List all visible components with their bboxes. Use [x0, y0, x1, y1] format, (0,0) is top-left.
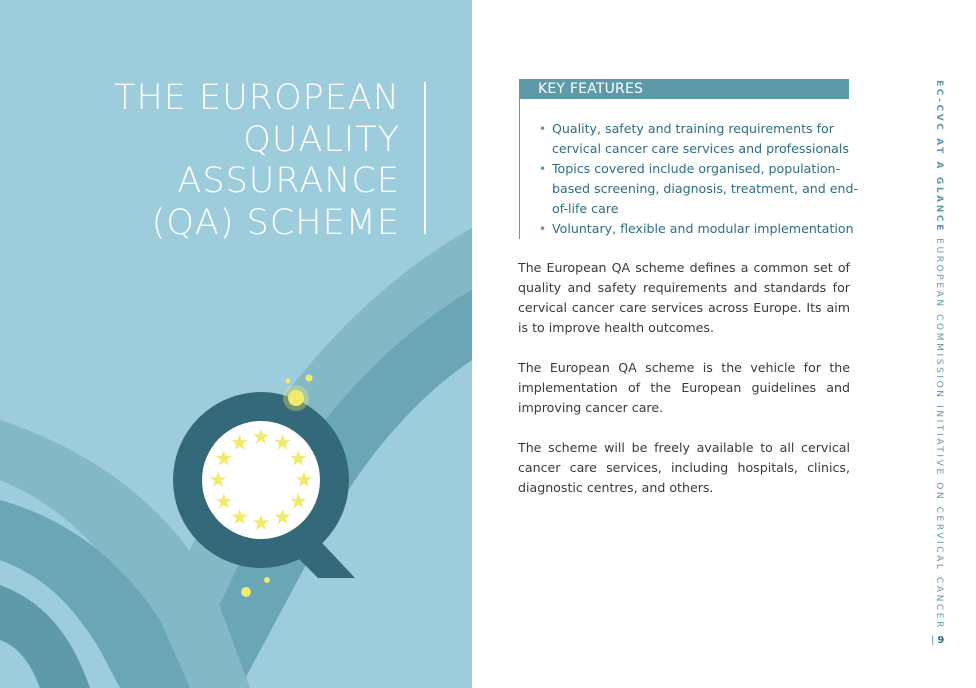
bullet-icon: •: [539, 222, 547, 236]
page-number-divider: |: [931, 635, 935, 646]
bullet-icon: •: [539, 122, 547, 136]
list-item: • Voluntary, flexible and modular implementation: [520, 219, 860, 239]
key-features-heading: KEY FEATURES: [519, 79, 849, 99]
list-item: • Quality, safety and training requirements for cervical cancer care services and professionals: [539, 121, 849, 156]
key-features-list: [519, 99, 860, 239]
title-line-1: THE EUROPEAN: [114, 78, 400, 118]
side-running-header: [932, 80, 946, 630]
content-panel: [472, 0, 976, 688]
bullet-icon: •: [539, 162, 547, 176]
paragraph-2: The European QA scheme is the vehicle for the implementation of the European guidelines and improving cancer care.: [518, 360, 850, 415]
page-title: [114, 78, 400, 244]
paragraph-1: The European QA scheme defines a common set of quality and safety requirements and standards for cervical cancer care services across Europe. Its aim is to improve health outcomes.: [518, 260, 850, 335]
page-number: | 9: [931, 635, 945, 646]
side-label-suffix: EUROPEAN COMMISSION INITIATIVE ON CERVICAL CANCER: [934, 238, 944, 630]
side-label-prefix: EC-CVC AT A GLANCE: [934, 80, 944, 233]
list-item: • Topics covered include organised, population-based screening, diagnosis, treatment, and end-of-life care: [539, 161, 859, 216]
title-line-4: (QA) SCHEME: [151, 202, 400, 243]
paragraph-3: The scheme will be freely available to all cervical cancer care services, including hospitals, clinics, diagnostic centres, and others.: [518, 440, 850, 495]
title-divider: [424, 82, 426, 234]
cover-panel: [0, 0, 472, 688]
title-line-2: QUALITY: [243, 119, 400, 160]
title-line-3: ASSURANCE: [177, 161, 400, 201]
